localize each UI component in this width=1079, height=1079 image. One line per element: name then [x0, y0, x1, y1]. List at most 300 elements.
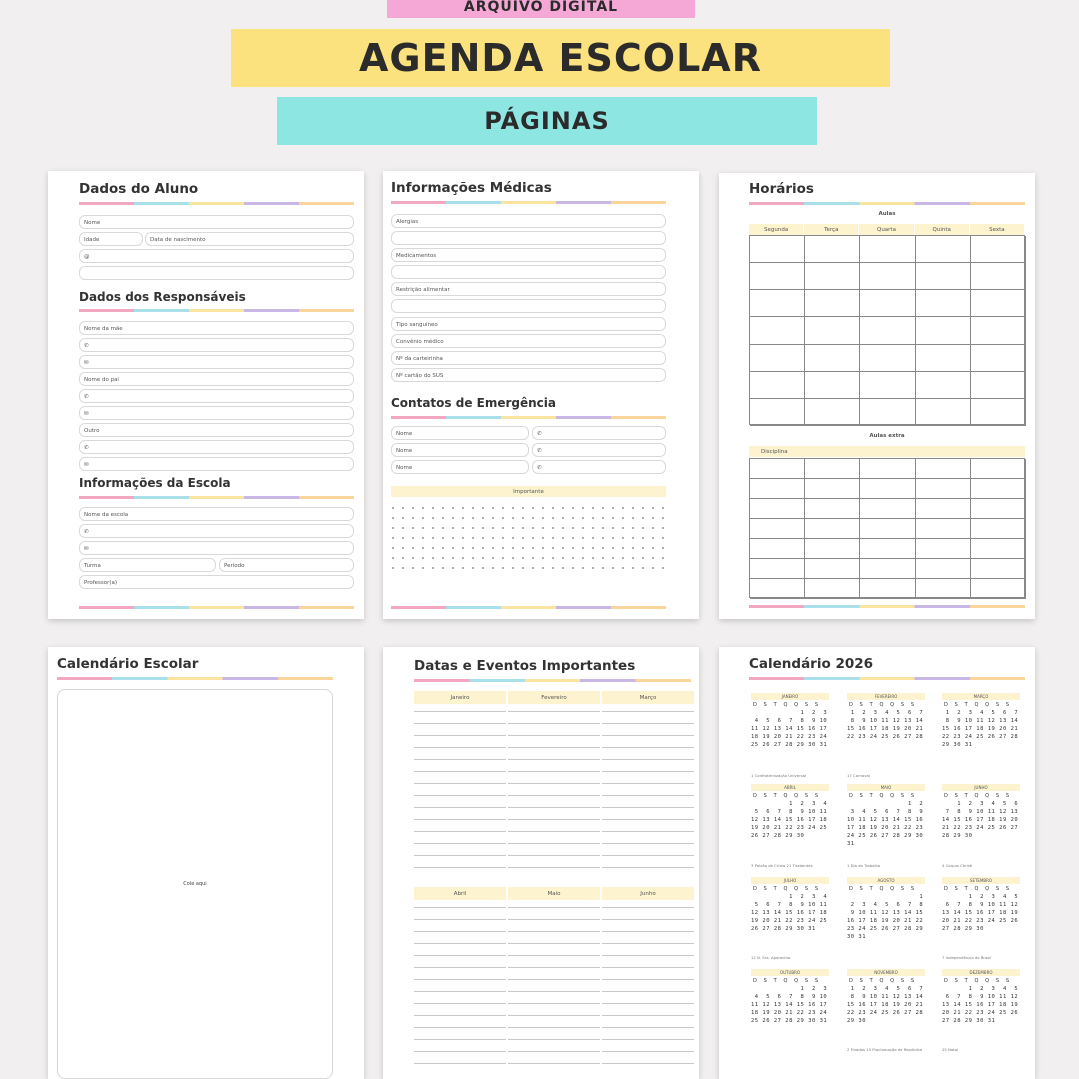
week-row: 11 12 13 14 15 16 17: [751, 726, 828, 732]
entry-line: [414, 907, 506, 908]
entry-line: [414, 955, 506, 956]
week-row: 1 2 3: [751, 986, 828, 992]
week-row: 1 2 3 4 5: [942, 986, 1019, 992]
entry-line: [414, 1015, 506, 1016]
entry-line: [602, 867, 694, 868]
entry-line: [414, 759, 506, 760]
week-row: 1 2 3 4 5 6 7: [942, 710, 1019, 716]
week-row: 5 6 7 8 9 10 11: [751, 902, 828, 908]
entry-line: [508, 1015, 600, 1016]
entry-line: [602, 1027, 694, 1028]
aulas-extra-label: Aulas extra: [869, 433, 905, 439]
entry-line: [414, 931, 506, 932]
title-banner: [231, 29, 890, 87]
week-row: 1 2 3 4: [751, 894, 828, 900]
schedule-cell: [916, 263, 971, 290]
extra-cell: [971, 539, 1026, 559]
schedule-cell: [860, 399, 915, 426]
holiday-note: 7 Independência do Brasil: [942, 955, 992, 960]
schedule-cell: [860, 345, 915, 372]
field-email[interactable]: @: [79, 249, 354, 263]
extra-cell: [971, 499, 1026, 519]
week-row: 15 16 17 18 19 20 21: [942, 726, 1019, 732]
entry-line: [602, 991, 694, 992]
field-medicamentos-2[interactable]: [391, 265, 666, 279]
page-calendario-escolar: [48, 647, 364, 1079]
page-datas-eventos: [383, 647, 699, 1079]
field-nascimento[interactable]: Data de nascimento: [145, 232, 354, 246]
schedule-cell: [971, 290, 1026, 317]
entry-line: [414, 795, 506, 796]
entry-line: [508, 711, 600, 712]
entry-line: [508, 979, 600, 980]
section-title-emergencia: Contatos de Emergência: [391, 396, 556, 410]
schedule-cell: [916, 290, 971, 317]
entry-line: [602, 855, 694, 856]
month-name: DEZEMBRO: [942, 969, 1020, 976]
schedule-cell: [916, 399, 971, 426]
extra-cell: [971, 559, 1026, 579]
field-nome[interactable]: Nome: [79, 215, 354, 229]
field-pai-phone[interactable]: ✆: [79, 389, 354, 403]
week-row: 5 6 7 8 9 10 11: [751, 809, 828, 815]
month-header: Junho: [602, 887, 694, 900]
schedule-cell: [916, 236, 971, 263]
entry-line: [414, 867, 506, 868]
week-row: 15 16 17 18 19 20 21: [847, 726, 924, 732]
schedule-cell: [750, 372, 805, 399]
schedule-cell: [805, 372, 860, 399]
section-underline: [79, 309, 354, 312]
entry-line: [602, 979, 694, 980]
week-row: 1: [847, 894, 924, 900]
field-outro-phone[interactable]: ✆: [79, 440, 354, 454]
entry-line: [414, 807, 506, 808]
entry-line: [508, 771, 600, 772]
entry-line: [508, 783, 600, 784]
week-row: 13 14 15 16 17 18 19: [942, 910, 1019, 916]
week-row: 1 2 3 4 5: [942, 894, 1019, 900]
week-row: 4 5 6 7 8 9 10: [751, 994, 828, 1000]
schedule-cell: [971, 317, 1026, 344]
main-title: AGENDA ESCOLAR: [359, 36, 762, 80]
month-name: SETEMBRO: [942, 877, 1020, 884]
schedule-cell: [750, 345, 805, 372]
entry-line: [414, 771, 506, 772]
field-mae-phone[interactable]: ✆: [79, 338, 354, 352]
week-row: 29 30 31: [942, 742, 1019, 748]
week-row: 25 26 27 28 29 30 31: [751, 1018, 828, 1024]
entry-line: [602, 1039, 694, 1040]
dot-grid: [388, 503, 670, 575]
entry-line: [602, 1015, 694, 1016]
holiday-note: 25 Natal: [942, 1047, 959, 1052]
schedule-cell: [971, 399, 1026, 426]
field-escola-mail[interactable]: ✉: [79, 541, 354, 555]
entry-line: [508, 991, 600, 992]
month-name: JULHO: [751, 877, 829, 884]
subtitle-banner: [277, 97, 817, 145]
field-tipo[interactable]: Tipo sanguíneo: [391, 317, 666, 331]
field-medicamentos[interactable]: Medicamentos: [391, 248, 666, 262]
extra-cell: [805, 559, 860, 579]
title-underline: [57, 677, 333, 680]
entry-line: [508, 735, 600, 736]
week-row: 26 27 28 29 30: [751, 833, 828, 839]
schedule-cell: [860, 317, 915, 344]
field-contato-phone[interactable]: ✆: [532, 443, 666, 457]
entry-line: [508, 867, 600, 868]
month-name: FEVEREIRO: [847, 693, 925, 700]
week-row: 1 2 3 4 5 6: [942, 801, 1019, 807]
extra-cell: [971, 519, 1026, 539]
extra-cell: [860, 499, 915, 519]
extra-cell: [805, 459, 860, 479]
week-row: 18 19 20 21 22 23 24: [751, 1010, 828, 1016]
month-header: Fevereiro: [508, 691, 600, 704]
extra-cell: [805, 499, 860, 519]
week-row: 4 5 6 7 8 9 10: [751, 718, 828, 724]
entry-line: [602, 919, 694, 920]
holiday-note: 2 Finados 15 Proclamação da República: [847, 1047, 923, 1052]
weekday-row: D S T Q Q S S: [849, 886, 917, 892]
week-row: 19 20 21 22 23 24 25: [751, 918, 828, 924]
schedule-cell: [860, 372, 915, 399]
week-row: 17 18 19 20 21 22 23: [847, 825, 924, 831]
field-alergias[interactable]: Alergias: [391, 214, 666, 228]
month-name: NOVEMBRO: [847, 969, 925, 976]
extra-grid: [749, 458, 1025, 598]
holiday-note: 17 Carnaval: [847, 773, 870, 778]
entry-line: [508, 807, 600, 808]
schedule-cell: [750, 290, 805, 317]
section-title-escola: Informações da Escola: [79, 476, 231, 490]
week-row: 12 13 14 15 16 17 18: [751, 910, 828, 916]
weekday-row: D S T Q Q S S: [849, 702, 917, 708]
week-row: 31: [847, 841, 924, 847]
entry-line: [508, 1039, 600, 1040]
weekday-row: D S T Q Q S S: [849, 978, 917, 984]
entry-line: [602, 831, 694, 832]
title-underline: [749, 202, 1025, 205]
entry-line: [414, 979, 506, 980]
week-row: 6 7 8 9 10 11 12: [942, 994, 1019, 1000]
disciplina-label: Disciplina: [761, 448, 788, 455]
week-row: 8 9 10 11 12 13 14: [942, 718, 1019, 724]
field-mae[interactable]: Nome da mãe: [79, 321, 354, 335]
extra-cell: [971, 459, 1026, 479]
day-header: Terça: [804, 224, 858, 235]
entry-line: [414, 919, 506, 920]
field-sus[interactable]: Nº cartão do SUS: [391, 368, 666, 382]
extra-cell: [916, 479, 971, 499]
month-header: Março: [602, 691, 694, 704]
extra-cell: [860, 459, 915, 479]
entry-line: [602, 1051, 694, 1052]
entry-line: [508, 943, 600, 944]
entry-line: [602, 711, 694, 712]
extra-cell: [805, 579, 860, 599]
extra-cell: [750, 579, 805, 599]
holiday-note: 1 Dia do Trabalho: [847, 863, 881, 868]
extra-cell: [860, 519, 915, 539]
schedule-cell: [805, 399, 860, 426]
field-periodo[interactable]: Período: [219, 558, 354, 572]
entry-line: [414, 855, 506, 856]
week-row: 12 13 14 15 16 17 18: [751, 817, 828, 823]
schedule-cell: [750, 263, 805, 290]
week-row: 24 25 26 27 28 29 30: [847, 833, 924, 839]
entry-line: [508, 819, 600, 820]
entry-line: [602, 967, 694, 968]
schedule-cell: [805, 290, 860, 317]
page-title: Informações Médicas: [391, 180, 552, 196]
schedule-cell: [971, 372, 1026, 399]
entry-line: [602, 807, 694, 808]
week-row: 1 2 3 4 5 6 7: [847, 986, 924, 992]
entry-line: [508, 955, 600, 956]
week-row: 1 2 3 4 5 6 7: [847, 710, 924, 716]
field-contato-nome[interactable]: Nome: [391, 426, 529, 440]
extra-cell: [750, 459, 805, 479]
field-extra[interactable]: [79, 266, 354, 280]
week-row: 16 17 18 19 20 21 22: [847, 918, 924, 924]
entry-line: [508, 855, 600, 856]
month-name: AGOSTO: [847, 877, 925, 884]
week-row: 15 16 17 18 19 20 21: [847, 1002, 924, 1008]
entry-line: [414, 1051, 506, 1052]
field-professor[interactable]: Professor(a): [79, 575, 354, 589]
entry-line: [508, 723, 600, 724]
schedule-cell: [916, 317, 971, 344]
field-mae-mail[interactable]: ✉: [79, 355, 354, 369]
holiday-note: 1 Confraternização Universal: [751, 773, 807, 778]
extra-cell: [805, 479, 860, 499]
entry-line: [414, 1039, 506, 1040]
field-contato-phone[interactable]: ✆: [532, 426, 666, 440]
page-title: Datas e Eventos Importantes: [414, 658, 636, 674]
holiday-note: 4 Corpus Christi: [942, 863, 973, 868]
field-convenio[interactable]: Convênio médico: [391, 334, 666, 348]
field-outro-mail[interactable]: ✉: [79, 457, 354, 471]
week-row: 8 9 10 11 12 13 14: [847, 994, 924, 1000]
title-underline: [749, 677, 1025, 680]
week-row: 30 31: [847, 934, 924, 940]
extra-cell: [860, 479, 915, 499]
entry-line: [414, 1063, 506, 1064]
schedule-cell: [971, 345, 1026, 372]
field-restricoes[interactable]: Restrição alimentar: [391, 282, 666, 296]
weekday-row: D S T Q Q S S: [753, 793, 821, 799]
weekday-row: D S T Q Q S S: [944, 886, 1012, 892]
field-contato-nome[interactable]: Nome: [391, 443, 529, 457]
schedule-cell: [971, 263, 1026, 290]
paste-area[interactable]: [57, 689, 333, 1079]
entry-line: [602, 747, 694, 748]
entry-line: [508, 967, 600, 968]
schedule-cell: [750, 236, 805, 263]
week-row: 20 21 22 23 24 25 26: [942, 1010, 1019, 1016]
extra-cell: [916, 459, 971, 479]
entry-line: [508, 919, 600, 920]
footer-line: [391, 606, 666, 609]
holiday-note: 3 Paixão de Cristo 21 Tiradentes: [751, 863, 813, 868]
page-informacoes-medicas: [383, 171, 699, 619]
weekday-row: D S T Q Q S S: [753, 702, 821, 708]
entry-line: [602, 759, 694, 760]
day-header: Quinta: [915, 224, 969, 235]
week-row: 22 23 24 25 26 27 28: [847, 734, 924, 740]
week-row: 14 15 16 17 18 19 20: [942, 817, 1019, 823]
week-row: 13 14 15 16 17 18 19: [942, 1002, 1019, 1008]
week-row: 22 23 24 25 26 27 28: [942, 734, 1019, 740]
entry-line: [602, 795, 694, 796]
entry-line: [414, 711, 506, 712]
entry-line: [414, 843, 506, 844]
week-row: 1 2: [847, 801, 924, 807]
field-alergias-2[interactable]: [391, 231, 666, 245]
aulas-label: Aulas: [878, 211, 896, 217]
entry-line: [414, 819, 506, 820]
day-header: Sexta: [970, 224, 1024, 235]
extra-cell: [971, 579, 1026, 599]
extra-cell: [860, 579, 915, 599]
field-restricoes-2[interactable]: [391, 299, 666, 313]
entry-line: [602, 771, 694, 772]
entry-line: [414, 735, 506, 736]
week-row: 1 2 3 4: [751, 801, 828, 807]
field-escola-phone[interactable]: ✆: [79, 524, 354, 538]
extra-cell: [916, 579, 971, 599]
extra-cell: [971, 479, 1026, 499]
extra-cell: [805, 519, 860, 539]
schedule-cell: [805, 263, 860, 290]
top-label: ARQUIVO DIGITAL: [463, 0, 619, 15]
field-carteirinha[interactable]: Nº da carteirinha: [391, 351, 666, 365]
field-escola[interactable]: Nome da escola: [79, 507, 354, 521]
importante-header: Importante: [391, 486, 666, 497]
schedule-cell: [750, 399, 805, 426]
title-underline: [79, 202, 354, 205]
week-row: 19 20 21 22 23 24 25: [751, 825, 828, 831]
page-horarios: [719, 173, 1035, 619]
field-pai[interactable]: Nome do pai: [79, 372, 354, 386]
entry-line: [602, 931, 694, 932]
day-header: Segunda: [749, 224, 803, 235]
entry-line: [602, 723, 694, 724]
week-row: 3 4 5 6 7 8 9: [847, 809, 924, 815]
week-row: 10 11 12 13 14 15 16: [847, 817, 924, 823]
disciplina-header: [749, 446, 1025, 457]
month-name: JANEIRO: [751, 693, 829, 700]
field-outro[interactable]: Outro: [79, 423, 354, 437]
month-name: MAIO: [847, 784, 925, 791]
extra-cell: [750, 559, 805, 579]
entry-line: [414, 967, 506, 968]
month-header: Maio: [508, 887, 600, 900]
entry-line: [508, 1027, 600, 1028]
entry-line: [414, 831, 506, 832]
entry-line: [602, 955, 694, 956]
extra-cell: [750, 479, 805, 499]
entry-line: [602, 943, 694, 944]
section-underline: [79, 496, 354, 499]
entry-line: [602, 819, 694, 820]
week-row: 23 24 25 26 27 28 29: [847, 926, 924, 932]
week-row: 22 23 24 25 26 27 28: [847, 1010, 924, 1016]
entry-line: [508, 747, 600, 748]
month-name: JUNHO: [942, 784, 1020, 791]
field-pai-mail[interactable]: ✉: [79, 406, 354, 420]
week-row: 11 12 13 14 15 16 17: [751, 1002, 828, 1008]
week-row: 2 3 4 5 6 7 8: [847, 902, 924, 908]
page-title: Horários: [749, 181, 814, 197]
page-dados-aluno: [48, 171, 364, 619]
top-label-banner: [387, 0, 695, 18]
extra-cell: [860, 539, 915, 559]
entry-line: [508, 1051, 600, 1052]
title-underline: [391, 201, 666, 204]
page-title: Calendário 2026: [749, 656, 874, 672]
schedule-cell: [860, 290, 915, 317]
extra-cell: [750, 539, 805, 559]
entry-line: [414, 747, 506, 748]
schedule-cell: [860, 236, 915, 263]
entry-line: [508, 1003, 600, 1004]
entry-line: [508, 795, 600, 796]
field-idade[interactable]: Idade: [79, 232, 143, 246]
page-title: Calendário Escolar: [57, 656, 199, 672]
section-title-responsaveis: Dados dos Responsáveis: [79, 290, 246, 304]
extra-cell: [916, 499, 971, 519]
week-row: 7 8 9 10 11 12 13: [942, 809, 1019, 815]
entry-line: [602, 907, 694, 908]
schedule-cell: [805, 236, 860, 263]
entry-line: [602, 783, 694, 784]
week-row: 26 27 28 29 30 31: [751, 926, 828, 932]
field-turma[interactable]: Turma: [79, 558, 216, 572]
paste-label: Cole aqui: [183, 881, 207, 887]
weekday-row: D S T Q Q S S: [944, 978, 1012, 984]
page-calendario-2026: [719, 647, 1035, 1079]
footer-line: [79, 606, 354, 609]
schedule-cell: [750, 317, 805, 344]
week-row: 1 2 3: [751, 710, 828, 716]
week-row: 6 7 8 9 10 11 12: [942, 902, 1019, 908]
week-row: 27 28 29 30 31: [942, 1018, 1019, 1024]
entry-line: [602, 735, 694, 736]
month-name: MARÇO: [942, 693, 1020, 700]
entry-line: [508, 907, 600, 908]
week-row: 27 28 29 30: [942, 926, 1019, 932]
page-title: Dados do Aluno: [79, 181, 199, 197]
weekday-row: D S T Q Q S S: [753, 978, 821, 984]
entry-line: [414, 943, 506, 944]
holiday-note: 12 N. Sra. Aparecida: [751, 955, 791, 960]
schedule-cell: [971, 236, 1026, 263]
extra-cell: [916, 519, 971, 539]
field-contato-phone[interactable]: ✆: [532, 460, 666, 474]
entry-line: [508, 1063, 600, 1064]
entry-line: [508, 759, 600, 760]
month-name: OUTUBRO: [751, 969, 829, 976]
subtitle: PÁGINAS: [484, 107, 610, 135]
entry-line: [414, 783, 506, 784]
entry-line: [508, 931, 600, 932]
field-contato-nome[interactable]: Nome: [391, 460, 529, 474]
entry-line: [602, 843, 694, 844]
month-header: Abril: [414, 887, 506, 900]
